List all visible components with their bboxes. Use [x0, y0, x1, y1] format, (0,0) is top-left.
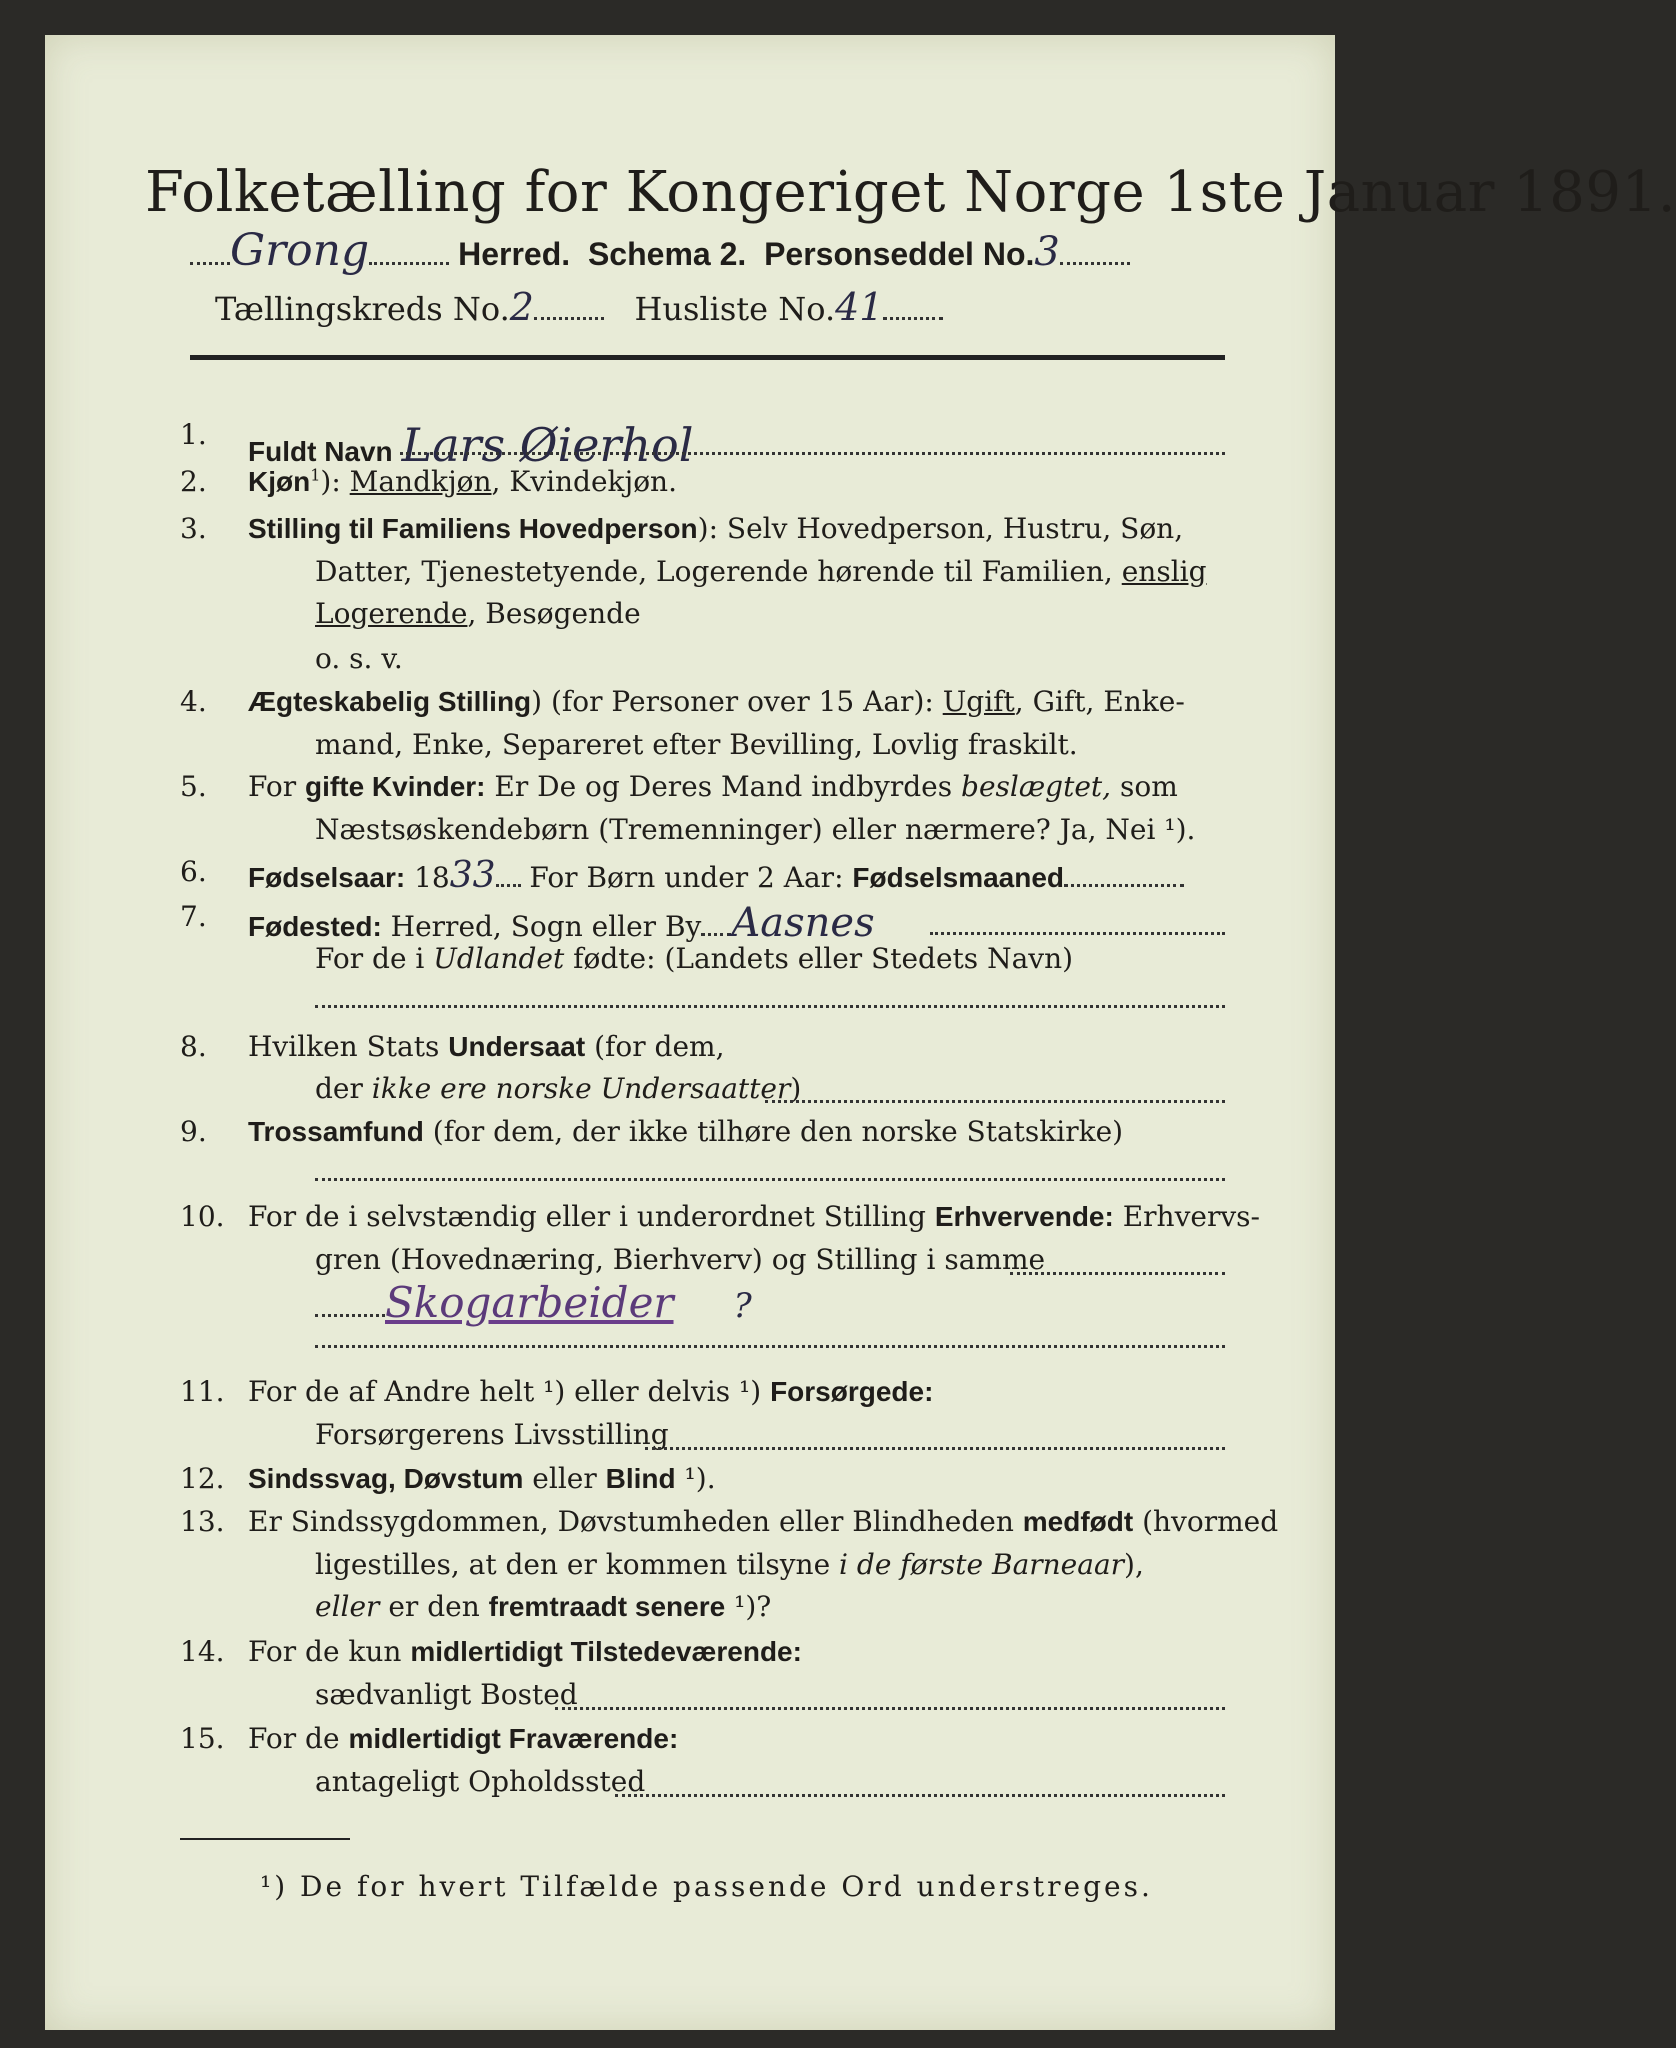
- q13-line2-italic: i de første Barneaar: [839, 1548, 1125, 1581]
- q13-line1-a: Er Sindssygdommen, Døvstumheden eller Blindheden: [248, 1505, 1023, 1538]
- q11-number: 11.: [180, 1375, 225, 1408]
- q15-fill-line: [615, 1794, 1225, 1797]
- q15-number: 15.: [180, 1722, 225, 1755]
- q9-number: 9.: [180, 1115, 207, 1148]
- q7-udland-line: [315, 1005, 1225, 1008]
- q7-value: Aasnes: [731, 900, 875, 946]
- q3-line4: o. s. v.: [315, 642, 403, 675]
- q10-line2-fill: [1010, 1272, 1225, 1275]
- herred-value: Grong: [230, 225, 370, 276]
- q15-label: midlertidigt Fraværende:: [348, 1723, 679, 1754]
- q13-number: 13.: [180, 1505, 225, 1538]
- q10-line2: gren (Hovednæring, Bierhverv) og Stilling i samme: [315, 1243, 1046, 1276]
- footnote: ¹) De for hvert Tilfælde passende Ord understreges.: [260, 1870, 1153, 1903]
- q5-line1-c: som: [1111, 770, 1178, 803]
- husliste-label: Husliste No.: [634, 290, 836, 328]
- q8-label: Undersaat: [448, 1031, 586, 1062]
- q9-fill-line: [315, 1178, 1225, 1181]
- q13-line3-bold: fremtraadt senere: [488, 1591, 726, 1622]
- q5-row: [248, 770, 1178, 803]
- q12-text-a: eller: [523, 1462, 606, 1495]
- q9-row: [248, 1115, 1123, 1148]
- q5-line1-italic: beslægtet,: [961, 770, 1112, 803]
- q11-line1-a: For de af Andre helt ¹) eller delvis ¹): [248, 1375, 771, 1408]
- herred-line: [190, 225, 1130, 276]
- q8-line2-italic: ikke ere norske Undersaatter: [371, 1072, 791, 1105]
- q2-number: 2.: [180, 465, 207, 498]
- q3-line1: ): Selv Hovedperson, Hustru, Søn,: [697, 512, 1184, 545]
- q13-line2-b: ),: [1124, 1548, 1144, 1581]
- q2-label: Kjøn: [248, 466, 311, 497]
- q15-row: [248, 1722, 678, 1755]
- q13-line3-b: ¹)?: [725, 1590, 772, 1623]
- q1-row: [248, 418, 693, 472]
- q6-value: 33: [449, 855, 496, 896]
- q7-row: [248, 900, 875, 946]
- q7-label: Fødested:: [248, 911, 382, 942]
- q5-number: 5.: [180, 770, 207, 803]
- q13-line2-a: ligestilles, at den er kommen tilsyne: [315, 1548, 840, 1581]
- q7-number: 7.: [180, 900, 207, 933]
- q14-label: midlertidigt Tilstedeværende:: [410, 1636, 802, 1667]
- footnote-divider: [180, 1838, 350, 1840]
- q11-line2: Forsørgerens Livsstilling: [315, 1418, 669, 1451]
- q13-label: medfødt: [1022, 1506, 1134, 1537]
- q10-line1-a: For de i selvstændig eller i underordnet Stilling: [248, 1200, 935, 1233]
- q2-option-mandkjon: Mandkjøn: [349, 465, 492, 498]
- q6-prefix: 18: [405, 861, 450, 894]
- q10-query-mark: ?: [733, 1286, 752, 1326]
- q4-row: [248, 685, 1185, 718]
- q10-fill-line-2: [315, 1345, 1225, 1348]
- q14-number: 14.: [180, 1635, 225, 1668]
- q8-line2-a: der: [315, 1072, 372, 1105]
- q13-line2: [315, 1548, 1144, 1581]
- q2-text-b: , Kvindekjøn.: [491, 465, 677, 498]
- q12-text-b: ¹).: [675, 1462, 716, 1495]
- q6-number: 6.: [180, 855, 207, 888]
- q13-row: [248, 1505, 1278, 1538]
- personseddel-value: 3: [1034, 229, 1060, 275]
- q7-line2: [315, 942, 1073, 975]
- q1-fill-line: [400, 452, 1225, 455]
- q1-number: 1.: [180, 418, 207, 451]
- q9-text: (for dem, der ikke tilhøre den norske Statskirke): [423, 1115, 1124, 1148]
- q7-line2-a: For de i: [315, 942, 434, 975]
- q10-value: Skogarbeider: [385, 1278, 674, 1327]
- q10-row: [248, 1200, 1260, 1233]
- q3-label: Stilling til Familiens Hovedperson: [248, 513, 698, 544]
- q13-line3-italic: eller: [315, 1590, 380, 1623]
- q4-line1-a: ) (for Personer over 15 Aar):: [531, 685, 943, 718]
- q3-line3: [315, 597, 641, 630]
- q14-line2: sædvanligt Bosted: [315, 1678, 578, 1711]
- q3-option-enslig: enslig: [1121, 555, 1207, 588]
- q4-line1-b: , Gift, Enke-: [1014, 685, 1185, 718]
- q4-number: 4.: [180, 685, 207, 718]
- q3-line2: [315, 555, 1207, 588]
- q6-row: [248, 855, 1184, 896]
- q7-text-a: Herred, Sogn eller By: [381, 910, 702, 943]
- q11-row: [248, 1375, 933, 1408]
- q5-label: gifte Kvinder:: [305, 771, 486, 802]
- q11-label: Forsørgede:: [770, 1376, 934, 1407]
- personseddel-label: Personseddel No.: [764, 236, 1035, 272]
- q3-line2-a: Datter, Tjenestetyende, Logerende hørende til Familien,: [315, 555, 1122, 588]
- q4-line2: mand, Enke, Separeret efter Bevilling, Lovlig fraskilt.: [315, 728, 1078, 761]
- q6-label2: Fødselsmaaned: [852, 862, 1065, 893]
- q3-line3-b: , Besøgende: [467, 597, 641, 630]
- q7-line2-b: fødte: (Landets eller Stedets Navn): [564, 942, 1074, 975]
- q3-option-logerende: Logerende: [315, 597, 468, 630]
- q10-answer-row: [315, 1278, 752, 1327]
- q13-line3: [315, 1590, 771, 1623]
- q12-number: 12.: [180, 1462, 225, 1495]
- q8-line2-b: ): [790, 1072, 802, 1105]
- q4-option-ugift: Ugift: [942, 685, 1015, 718]
- q13-line1-b: (hvormed: [1133, 1505, 1279, 1538]
- q1-value: Lars Øierhol: [401, 418, 694, 472]
- q14-fill-line: [555, 1707, 1225, 1710]
- taellingskreds-label: Tællingskreds No.: [215, 290, 510, 328]
- form-title: Folketælling for Kongeriget Norge 1ste Januar 1891.: [145, 160, 1676, 225]
- herred-label: Herred.: [458, 236, 571, 272]
- q9-label: Trossamfund: [248, 1116, 424, 1147]
- q8-line1-a: Hvilken Stats: [248, 1030, 449, 1063]
- q4-label: Ægteskabelig Stilling: [248, 686, 532, 717]
- q14-row: [248, 1635, 802, 1668]
- q7-fill-line: [930, 932, 1225, 935]
- q12-label: Sindssvag, Døvstum: [248, 1463, 524, 1494]
- q3-number: 3.: [180, 512, 207, 545]
- q15-line2: antageligt Opholdssted: [315, 1765, 646, 1798]
- q13-line3-a: er den: [379, 1590, 489, 1623]
- q8-row: [248, 1030, 724, 1063]
- q3-row: [248, 512, 1183, 545]
- q14-line1-a: For de kun: [248, 1635, 411, 1668]
- q2-text-a: ):: [320, 465, 350, 498]
- header-divider: [190, 355, 1225, 360]
- q8-number: 8.: [180, 1030, 207, 1063]
- q12-label2: Blind: [605, 1463, 676, 1494]
- q5-line1-a: For: [248, 770, 306, 803]
- q12-row: [248, 1462, 716, 1495]
- schema-label: Schema 2.: [587, 236, 747, 272]
- taellingskreds-value: 2: [509, 285, 534, 329]
- q1-label: Fuldt Navn: [248, 436, 393, 467]
- q11-fill-line: [645, 1447, 1225, 1450]
- q15-line1-a: For de: [248, 1722, 349, 1755]
- q8-line2: [315, 1072, 801, 1105]
- q7-line2-italic: Udlandet: [433, 942, 565, 975]
- q2-sup: 1: [310, 465, 321, 485]
- q5-line2: Næstsøskendebørn (Tremenninger) eller nærmere? Ja, Nei ¹).: [315, 813, 1196, 846]
- q6-text-b: For Børn under 2 Aar:: [520, 861, 853, 894]
- q10-number: 10.: [180, 1200, 225, 1233]
- q10-label: Erhvervende:: [934, 1201, 1114, 1232]
- q6-label: Fødselsaar:: [248, 862, 406, 893]
- q2-row: [248, 465, 677, 498]
- q10-line1-b: Erhvervs-: [1113, 1200, 1261, 1233]
- q8-fill-line: [765, 1100, 1225, 1103]
- taellingskreds-line: [215, 285, 943, 329]
- husliste-value: 41: [835, 285, 884, 329]
- q8-line1-b: (for dem,: [585, 1030, 725, 1063]
- q5-line1-b: Er De og Deres Mand indbyrdes: [485, 770, 962, 803]
